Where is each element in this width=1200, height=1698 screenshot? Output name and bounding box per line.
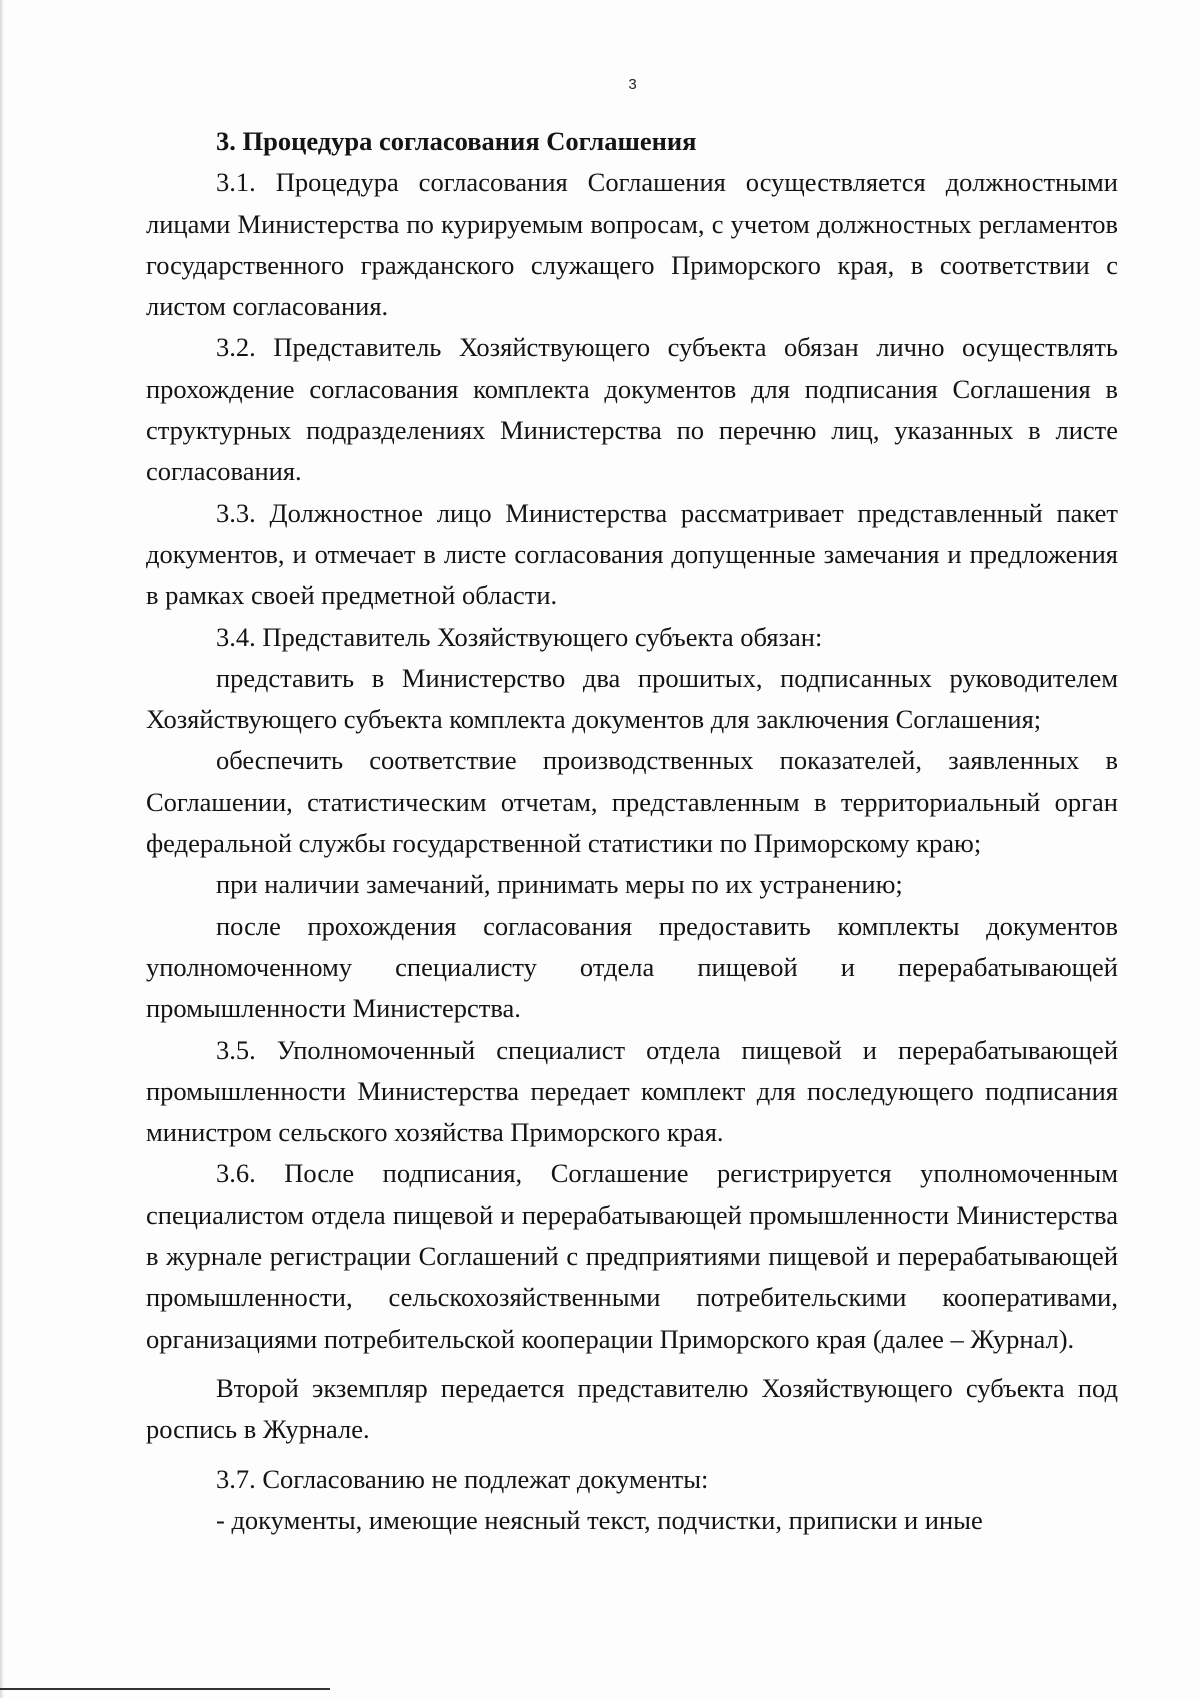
paragraph-3-6-second-copy: Второй экземпляр передается представителю Хозяйствующего субъекта под роспись в Журнале. [146, 1372, 1118, 1445]
paragraph-3-4-item-4: после прохождения согласования предоставить комплекты документов уполномоченному специалисту отдела пищевой и перерабатывающей промышленности Министерства. [146, 910, 1118, 1024]
paragraph-3-4: 3.4. Представитель Хозяйствующего субъекта обязан: [216, 621, 823, 652]
paragraph-3-7-item-1: - документы, имеющие неясный текст, подчистки, приписки и иные [216, 1504, 983, 1535]
paragraph-3-4-item-2: обеспечить соответствие производственных показателей, заявленных в Соглашении, статистическим отчетам, представленным в территориальный орган федеральной службы государственной статистики по Приморскому краю; [146, 745, 1118, 859]
paragraph-3-3: 3.3. Должностное лицо Министерства рассматривает представленный пакет документов, и отмечает в листе согласования допущенные замечания и предложения в рамках своей предметной области. [146, 497, 1118, 611]
paragraph-3-6: 3.6. После подписания, Соглашение регистрируется уполномоченным специалистом отдела пищевой и перерабатывающей промышленности Министерства в журнале регистрации Соглашений с предприятиями пищевой и перерабатывающей промышленности, сельскохозяйственными потребительскими кооперативами, организациями потребительской кооперации Приморского края (далее – Журнал). [146, 1158, 1118, 1354]
paragraph-3-2: 3.2. Представитель Хозяйствующего субъекта обязан лично осуществлять прохождение согласования комплекта документов для подписания Соглашения в структурных подразделениях Министерства по перечню лиц, указанных в листе согласования. [146, 332, 1118, 487]
paragraph-3-7: 3.7. Согласованию не подлежат документы: [216, 1463, 709, 1494]
paragraph-3-1: 3.1. Процедура согласования Соглашения осуществляется должностными лицами Министерства по курируемым вопросам, с учетом должностных регламентов государственного гражданского служащего Приморского края, в соответствии с листом согласования. [146, 167, 1118, 322]
section-title: 3. Процедура согласования Соглашения [216, 126, 697, 156]
document-body [146, 121, 1118, 1541]
scan-edge-shadow [0, 0, 4, 1698]
paragraph-3-4-item-3: при наличии замечаний, принимать меры по их устранению; [216, 869, 903, 900]
page-number: 3 [628, 76, 637, 93]
paragraph-3-4-item-1: представить в Министерство два прошитых, подписанных руководителем Хозяйствующего субъекта комплекта документов для заключения Соглашения; [146, 662, 1118, 735]
paragraph-3-5: 3.5. Уполномоченный специалист отдела пищевой и перерабатывающей промышленности Министерства передает комплект для последующего подписания министром сельского хозяйства Приморского края. [146, 1034, 1118, 1148]
scan-bottom-edge-line [0, 1688, 330, 1690]
